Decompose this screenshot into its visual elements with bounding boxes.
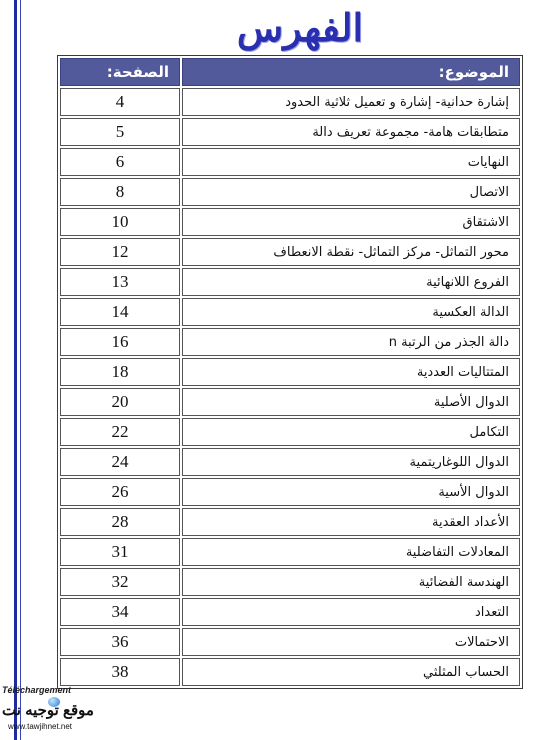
table-row [60,478,520,506]
table-row [60,88,520,116]
row-topic: محور التماثل- مركز التماثل- نقطة الانعطاف [182,238,520,266]
table-row [60,298,520,326]
table-row [60,208,520,236]
watermark-site-name: موقع توجيه نت [2,702,94,719]
table-row [60,178,520,206]
table-row [60,148,520,176]
row-page-number: 13 [60,268,180,296]
table-row [60,118,520,146]
header-page: الصفحة: [60,58,180,86]
row-topic: الأعداد العقدية [182,508,520,536]
table-row [60,418,520,446]
row-page-number: 31 [60,538,180,566]
row-page-number: 16 [60,328,180,356]
page-title: الفهرس [236,4,364,50]
row-topic: المتتاليات العددية [182,358,520,386]
row-topic: متطابقات هامة- مجموعة تعريف دالة [182,118,520,146]
row-page-number: 12 [60,238,180,266]
header-topic: الموضوع: [182,58,520,86]
table-row [60,508,520,536]
table-row [60,538,520,566]
table-row [60,568,520,596]
table-body [60,88,520,686]
row-topic: الدالة العكسية [182,298,520,326]
table-row [60,448,520,476]
row-topic: الاتصال [182,178,520,206]
table-row [60,388,520,416]
table-header-row [60,58,520,86]
table-row [60,328,520,356]
table-row [60,268,520,296]
row-topic: الاحتمالات [182,628,520,656]
row-topic: دالة الجذر من الرتبة n [182,328,520,356]
table-of-contents [57,55,523,689]
row-page-number: 38 [60,658,180,686]
watermark-url: www.tawjihnet.net [8,722,73,731]
row-page-number: 28 [60,508,180,536]
row-page-number: 14 [60,298,180,326]
table-row [60,628,520,656]
row-topic: إشارة حدانية- إشارة و تعميل ثلاثية الحدود [182,88,520,116]
table-row [60,238,520,266]
row-topic: الاشتقاق [182,208,520,236]
row-page-number: 24 [60,448,180,476]
row-topic: التعداد [182,598,520,626]
row-page-number: 34 [60,598,180,626]
row-topic: المعادلات التفاضلية [182,538,520,566]
row-page-number: 22 [60,418,180,446]
row-topic: الحساب المثلثي [182,658,520,686]
row-page-number: 32 [60,568,180,596]
watermark-download-text: Téléchargement [2,685,72,695]
row-topic: الدوال اللوغاريتمية [182,448,520,476]
row-page-number: 36 [60,628,180,656]
row-topic: الفروع اللانهائية [182,268,520,296]
row-page-number: 6 [60,148,180,176]
row-page-number: 4 [60,88,180,116]
table-row [60,598,520,626]
table-row [60,658,520,686]
row-page-number: 10 [60,208,180,236]
left-border-rule [14,0,17,740]
row-topic: النهايات [182,148,520,176]
row-topic: الهندسة الفضائية [182,568,520,596]
row-page-number: 26 [60,478,180,506]
row-page-number: 8 [60,178,180,206]
table-row [60,358,520,386]
row-page-number: 20 [60,388,180,416]
row-topic: الدوال الأصلية [182,388,520,416]
row-topic: الدوال الأسية [182,478,520,506]
row-page-number: 5 [60,118,180,146]
row-page-number: 18 [60,358,180,386]
left-border-rule-inner [20,0,21,740]
site-watermark [0,685,110,737]
row-topic: التكامل [182,418,520,446]
